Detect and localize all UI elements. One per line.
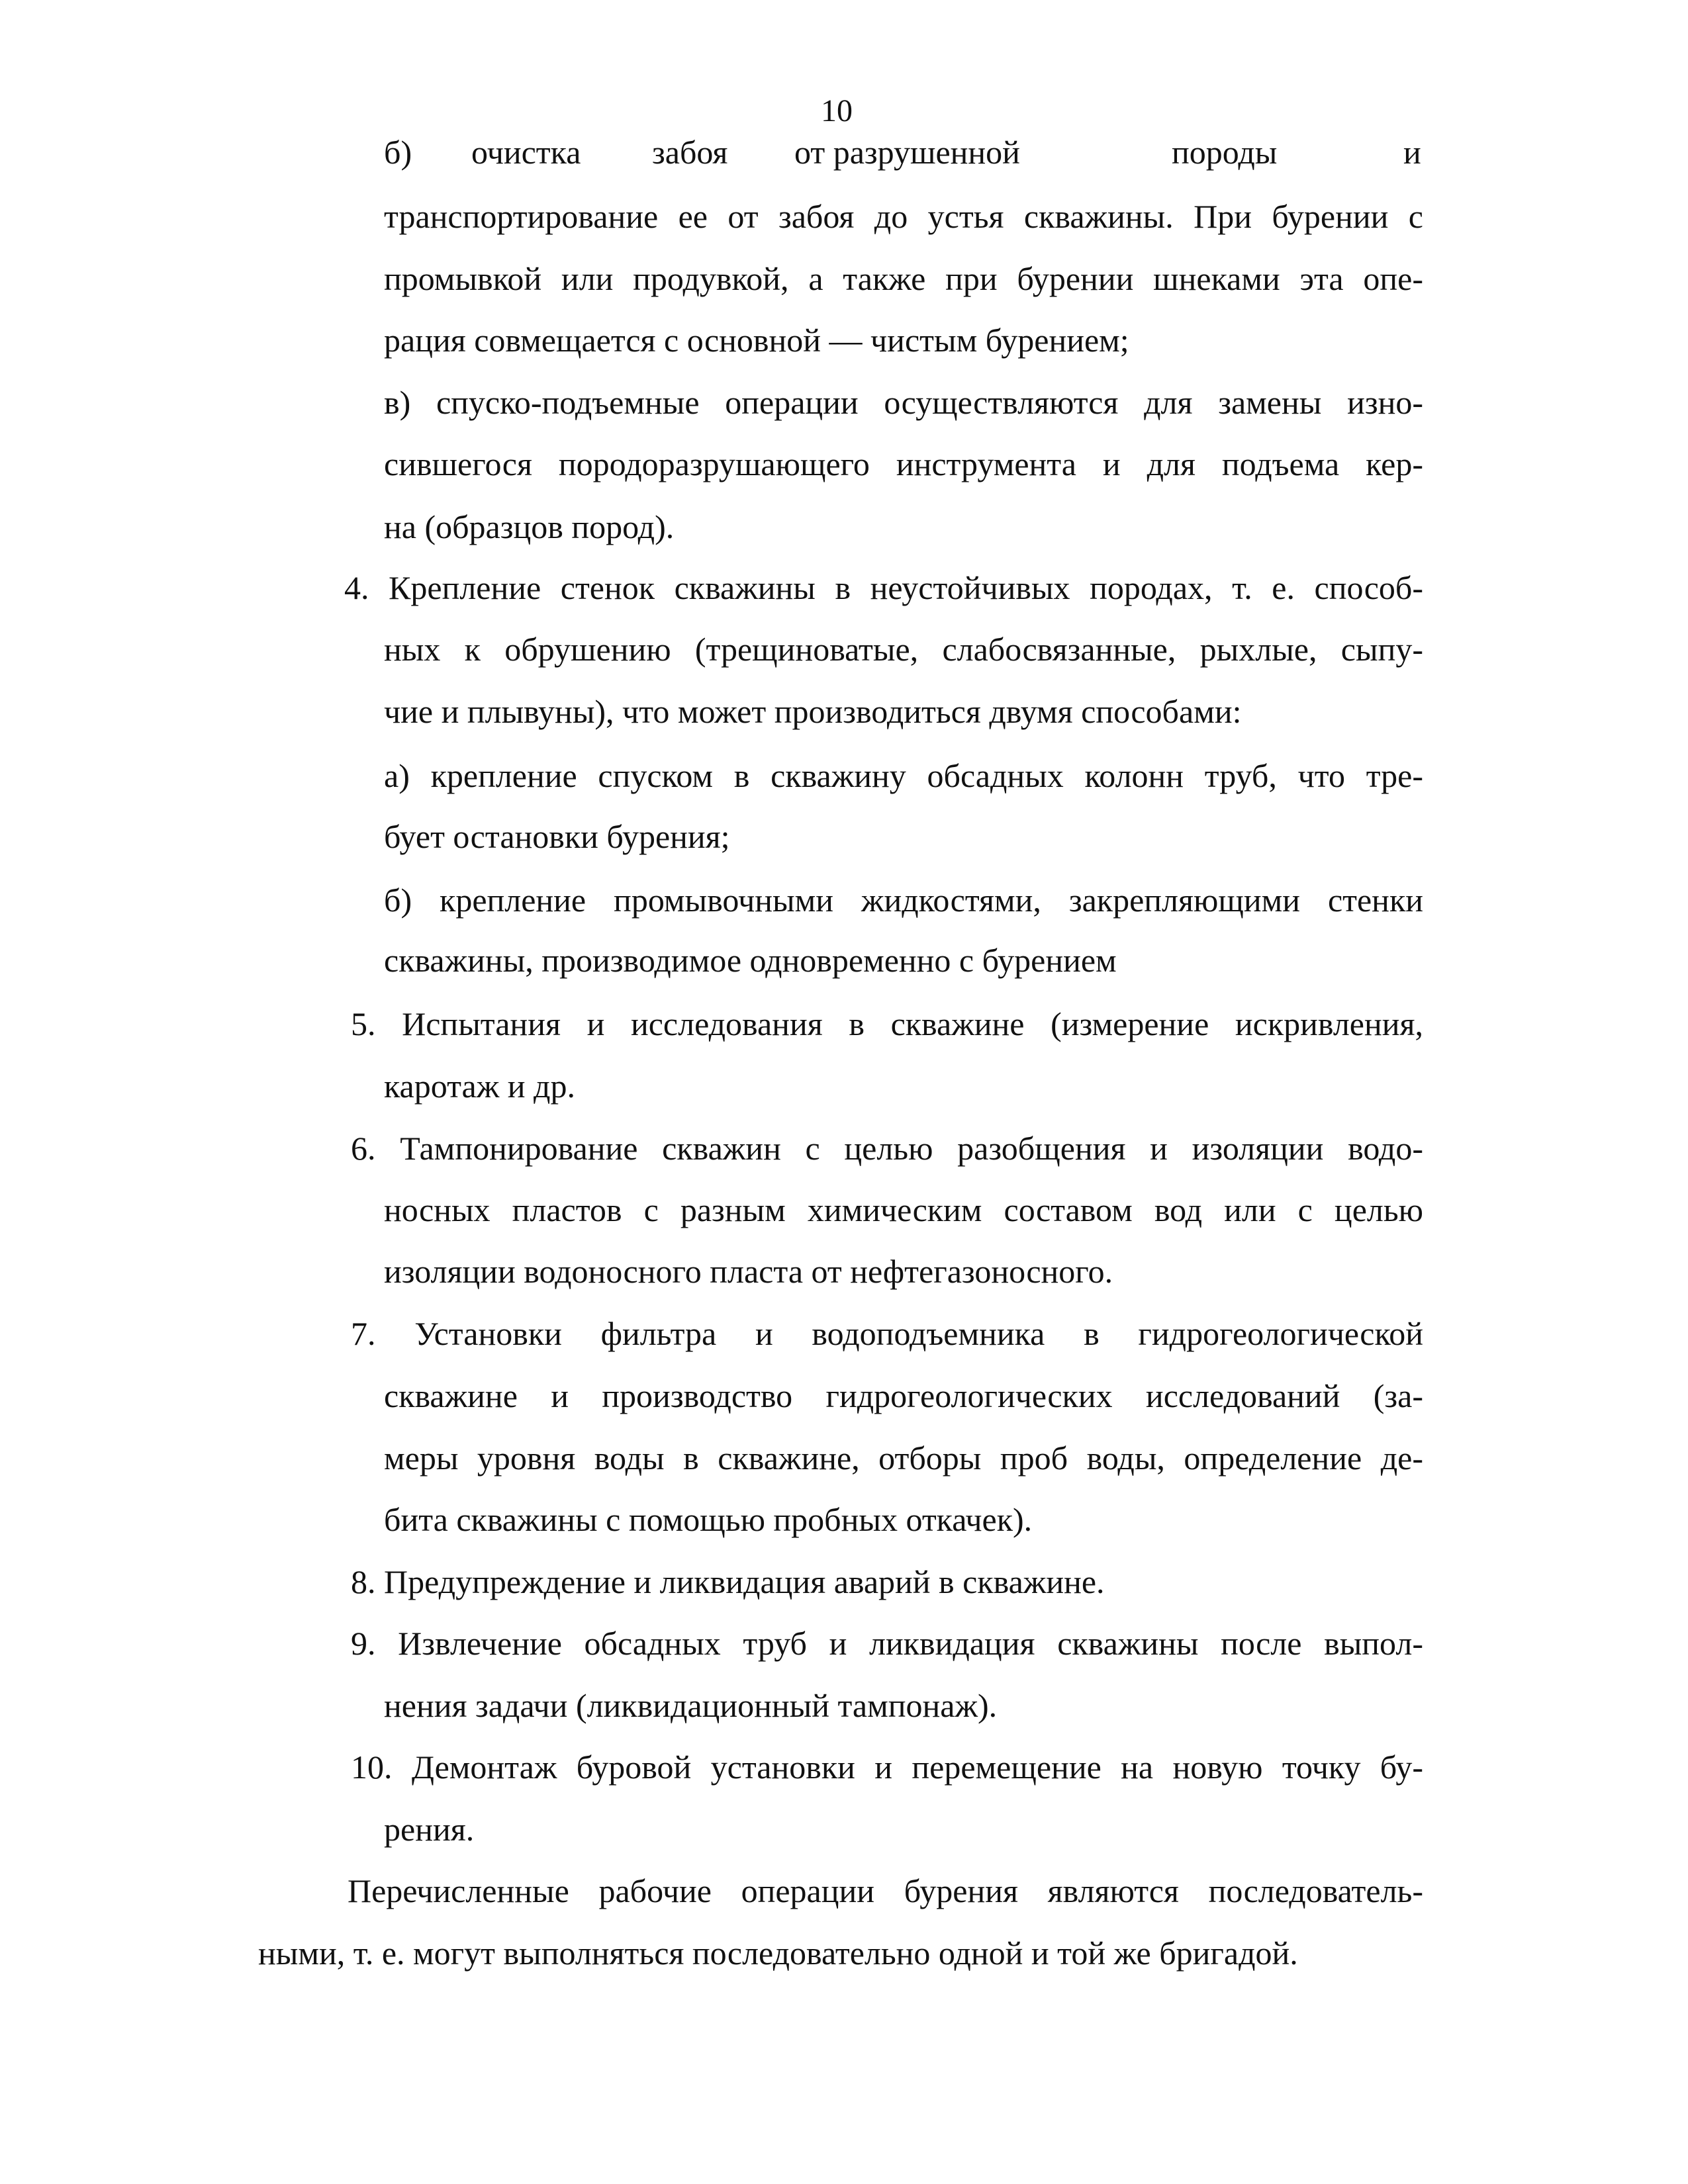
word: забоя (652, 134, 728, 171)
text-line-7: на (образцов пород). (384, 508, 675, 545)
text-line-11: а) крепление спуском в скважину обсадных колонн труб, что тре- (384, 757, 1423, 794)
word: б) (384, 134, 412, 171)
text-line-13: б) крепление промывочными жидкостями, закрепляющими стенки (384, 882, 1423, 919)
text-line-2: транспортирование ее от забоя до устья скважины. При бурении с (384, 198, 1423, 235)
list-item-9: 9. Извлечение обсадных труб и ликвидация скважины после выпол- (351, 1625, 1423, 1662)
text-line-28: рения. (384, 1811, 475, 1848)
text-line-1 (384, 132, 1423, 172)
text-line-5: в) спуско-подъемные операции осуществляются для замены изно- (384, 384, 1423, 421)
closing-paragraph-line-1: Перечисленные рабочие операции бурения являются последователь- (348, 1872, 1423, 1909)
list-item-6: 6. Тампонирование скважин с целью разобщения и изоляции водо- (351, 1130, 1423, 1167)
text-line-4: рация совмещается с основной — чистым бурением; (384, 322, 1129, 359)
page-number: 10 (821, 93, 853, 128)
text-line-9: ных к обрушению (трещиноватые, слабосвязанные, рыхлые, сыпу- (384, 631, 1423, 668)
word: и (1403, 134, 1421, 171)
text-line-3: промывкой или продувкой, а также при бурении шнеками эта опе- (384, 260, 1423, 297)
text-line-18: носных пластов с разным химическим составом вод или с целью (384, 1191, 1423, 1228)
text-line-12: бует остановки бурения; (384, 818, 730, 855)
text-line-19: изоляции водоносного пласта от нефтегазоносного. (384, 1253, 1113, 1290)
list-item-4: 4. Крепление стенок скважины в неустойчивых породах, т. е. способ- (344, 569, 1423, 606)
list-item-7: 7. Установки фильтра и водоподъемника в гидрогеологической (351, 1315, 1423, 1352)
text-line-21: скважине и производство гидрогеологических исследований (за- (384, 1377, 1423, 1414)
text-line-23: бита скважины с помощью пробных откачек). (384, 1501, 1033, 1538)
list-item-10: 10. Демонтаж буровой установки и перемещение на новую точку бу- (351, 1749, 1423, 1786)
list-item-5: 5. Испытания и исследования в скважине (измерение искривления, (351, 1005, 1423, 1042)
text-line-22: меры уровня воды в скважине, отборы проб воды, определение де- (384, 1439, 1423, 1477)
word: породы (1172, 134, 1278, 171)
text-line-10: чие и плывуны), что может производиться двумя способами: (384, 693, 1242, 730)
word: от разрушенной (794, 134, 1020, 171)
text-line-26: нения задачи (ликвидационный тампонаж). (384, 1687, 998, 1724)
text-line-14: скважины, производимое одновременно с бурением (384, 942, 1117, 979)
text-line-6: сившегося породоразрушающего инструмента и для подъема кер- (384, 445, 1423, 482)
list-item-8: 8. Предупреждение и ликвидация аварий в скважине. (351, 1563, 1105, 1600)
text-line-16: каротаж и др. (384, 1068, 575, 1105)
closing-paragraph-line-2: ными, т. е. могут выполняться последовательно одной и той же бригадой. (258, 1934, 1298, 1972)
word: очистка (471, 134, 581, 171)
